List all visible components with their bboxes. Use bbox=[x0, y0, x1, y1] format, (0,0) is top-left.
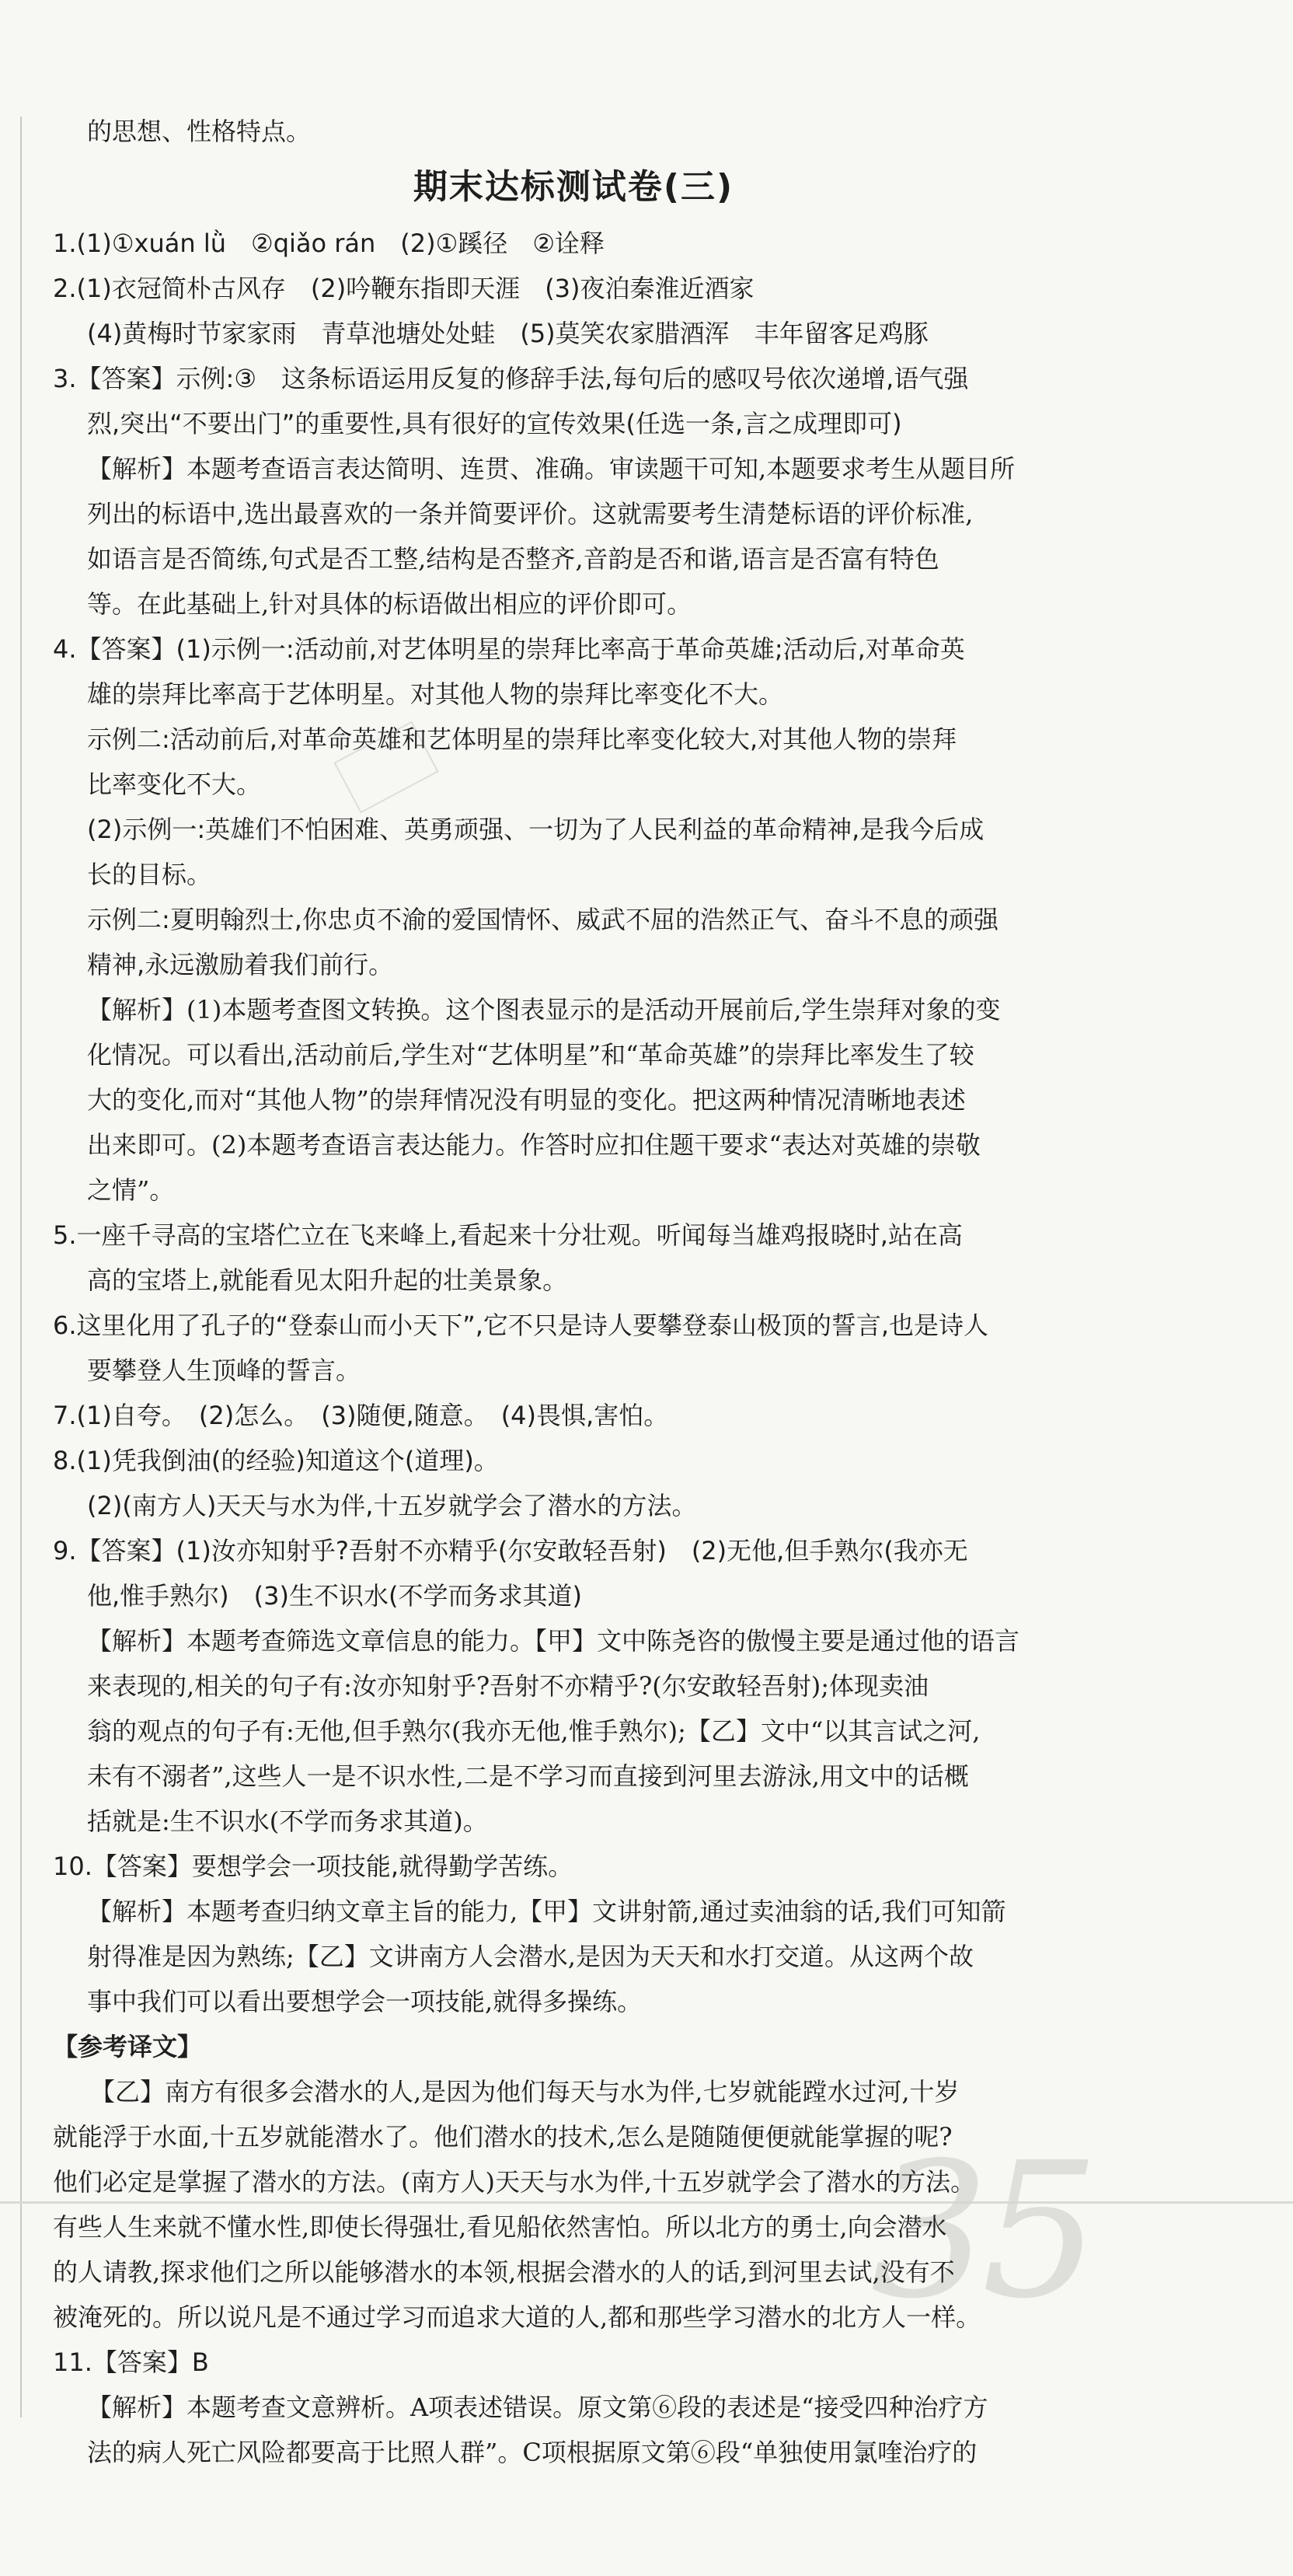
text-line: 2.(1)衣冠简朴古风存 (2)吟鞭东指即天涯 (3)夜泊秦淮近酒家 bbox=[53, 274, 755, 303]
text-line: 的思想、性格特点。 bbox=[87, 117, 312, 146]
text-line: 示例二:活动前后,对革命英雄和艺体明星的崇拜比率变化较大,对其他人物的崇拜 bbox=[87, 724, 957, 754]
text-line: 【参考译文】 bbox=[53, 2032, 203, 2061]
text-line: 法的病人死亡风险都要高于比照人群”。C项根据原文第⑥段“单独使用氯喹治疗的 bbox=[87, 2438, 978, 2467]
text-line: 大的变化,而对“其他人物”的崇拜情况没有明显的变化。把这两种情况清晰地表述 bbox=[87, 1085, 966, 1115]
text-line: 9.【答案】(1)汝亦知射乎?吾射不亦精乎(尔安敢轻吾射) (2)无他,但手熟尔(我亦无 bbox=[53, 1536, 968, 1565]
page-number: 35 bbox=[870, 2122, 1093, 2340]
text-line: 长的目标。 bbox=[87, 860, 212, 889]
text-line: 之情”。 bbox=[87, 1175, 175, 1205]
text-line: 比率变化不大。 bbox=[87, 770, 262, 799]
text-line: 11.【答案】B bbox=[53, 2347, 209, 2377]
text-line: 如语言是否简练,句式是否工整,结构是否整齐,音韵是否和谐,语言是否富有特色 bbox=[87, 544, 939, 574]
text-line: 事中我们可以看出要想学会一项技能,就得多操练。 bbox=[87, 1987, 643, 2016]
text-line: (2)(南方人)天天与水为伴,十五岁就学会了潜水的方法。 bbox=[87, 1491, 697, 1520]
text-line: 【解析】本题考查归纳文章主旨的能力,【甲】文讲射箭,通过卖油翁的话,我们可知箭 bbox=[87, 1897, 1006, 1926]
text-line: 化情况。可以看出,活动前后,学生对“艺体明星”和“革命英雄”的崇拜比率发生了较 bbox=[87, 1040, 974, 1070]
text-line: 8.(1)凭我倒油(的经验)知道这个(道理)。 bbox=[53, 1446, 499, 1475]
text-line: 他,惟手熟尔) (3)生不识水(不学而务求其道) bbox=[87, 1581, 582, 1611]
text-line: 要攀登人生顶峰的誓言。 bbox=[87, 1356, 361, 1385]
text-line: 【解析】(1)本题考查图文转换。这个图表显示的是活动开展前后,学生崇拜对象的变 bbox=[87, 995, 1001, 1024]
text-line: 示例二:夏明翰烈士,你忠贞不渝的爱国情怀、威武不屈的浩然正气、奋斗不息的顽强 bbox=[87, 905, 999, 934]
text-line: 【解析】本题考查文意辨析。A项表述错误。原文第⑥段的表述是“接受四种治疗方 bbox=[87, 2393, 988, 2422]
text-line: 4.【答案】(1)示例一:活动前,对艺体明星的崇拜比率高于革命英雄;活动后,对革命英 bbox=[53, 634, 965, 664]
text-line: (2)示例一:英雄们不怕困难、英勇顽强、一切为了人民利益的革命精神,是我今后成 bbox=[87, 815, 985, 844]
text-line: 他们必定是掌握了潜水的方法。(南方人)天天与水为伴,十五岁就学会了潜水的方法。 bbox=[53, 2167, 976, 2197]
text-line: 【乙】南方有很多会潜水的人,是因为他们每天与水为伴,七岁就能蹚水过河,十岁 bbox=[53, 2077, 960, 2107]
text-line: (4)黄梅时节家家雨 青草池塘处处蛙 (5)莫笑农家腊酒浑 丰年留客足鸡豚 bbox=[87, 319, 929, 348]
text-line: 雄的崇拜比率高于艺体明星。对其他人物的崇拜比率变化不大。 bbox=[87, 679, 784, 709]
text-line: 出来即可。(2)本题考查语言表达能力。作答时应扣住题干要求“表达对英雄的崇敬 bbox=[87, 1130, 981, 1160]
text-line: 来表现的,相关的句子有:汝亦知射乎?吾射不亦精乎?(尔安敢轻吾射);体现卖油 bbox=[87, 1671, 929, 1701]
text-line: 高的宝塔上,就能看见太阳升起的壮美景象。 bbox=[87, 1265, 568, 1295]
text-line: 7.(1)自夸。 (2)怎么。 (3)随便,随意。 (4)畏惧,害怕。 bbox=[53, 1401, 669, 1430]
text-line: 【解析】本题考查语言表达简明、连贯、准确。审读题干可知,本题要求考生从题目所 bbox=[87, 454, 1016, 483]
margin-line bbox=[20, 117, 22, 2417]
text-line: 有些人生来就不懂水性,即使长得强壮,看见船依然害怕。所以北方的勇士,向会潜水 bbox=[53, 2212, 947, 2242]
text-line: 的人请教,探求他们之所以能够潜水的本领,根据会潜水的人的话,到河里去试,没有不 bbox=[53, 2257, 955, 2287]
text-line: 等。在此基础上,针对具体的标语做出相应的评价即可。 bbox=[87, 589, 692, 619]
text-line: 烈,突出“不要出门”的重要性,具有很好的宣传效果(任选一条,言之成理即可) bbox=[87, 409, 902, 438]
text-line: 就能浮于水面,十五岁就能潜水了。他们潜水的技术,怎么是随随便便就能掌握的呢? bbox=[53, 2122, 953, 2152]
text-line: 射得准是因为熟练;【乙】文讲南方人会潜水,是因为天天和水打交道。从这两个故 bbox=[87, 1942, 974, 1971]
text-line: 10.【答案】要想学会一项技能,就得勤学苦练。 bbox=[53, 1852, 573, 1881]
text-line: 3.【答案】示例:③ 这条标语运用反复的修辞手法,每句后的感叹号依次递增,语气强 bbox=[53, 364, 969, 393]
text-line: 未有不溺者”,这些人一是不识水性,二是不学习而直接到河里去游泳,用文中的话概 bbox=[87, 1761, 969, 1791]
text-line: 翁的观点的句子有:无他,但手熟尔(我亦无他,惟手熟尔);【乙】文中“以其言试之河, bbox=[87, 1716, 981, 1746]
text-line: 被淹死的。所以说凡是不通过学习而追求大道的人,都和那些学习潜水的北方人一样。 bbox=[53, 2302, 981, 2332]
text-line: 【解析】本题考查筛选文章信息的能力。【甲】文中陈尧咨的傲慢主要是通过他的语言 bbox=[87, 1626, 1020, 1656]
page-title: 期末达标测试卷(三) bbox=[413, 167, 734, 207]
text-line: 5.一座千寻高的宝塔伫立在飞来峰上,看起来十分壮观。听闻每当雄鸡报晓时,站在高 bbox=[53, 1220, 963, 1250]
text-line: 6.这里化用了孔子的“登泰山而小天下”,它不只是诗人要攀登泰山极顶的誓言,也是诗人 bbox=[53, 1311, 989, 1340]
text-line: 精神,永远激励着我们前行。 bbox=[87, 950, 394, 979]
text-line: 1.(1)①xuán lǜ ②qiǎo rán (2)①蹊径 ②诠释 bbox=[53, 229, 605, 258]
text-line: 列出的标语中,选出最喜欢的一条并简要评价。这就需要考生清楚标语的评价标准, bbox=[87, 499, 974, 529]
answer-key-text bbox=[53, 109, 1094, 2475]
text-line: 括就是:生不识水(不学而务求其道)。 bbox=[87, 1806, 488, 1836]
